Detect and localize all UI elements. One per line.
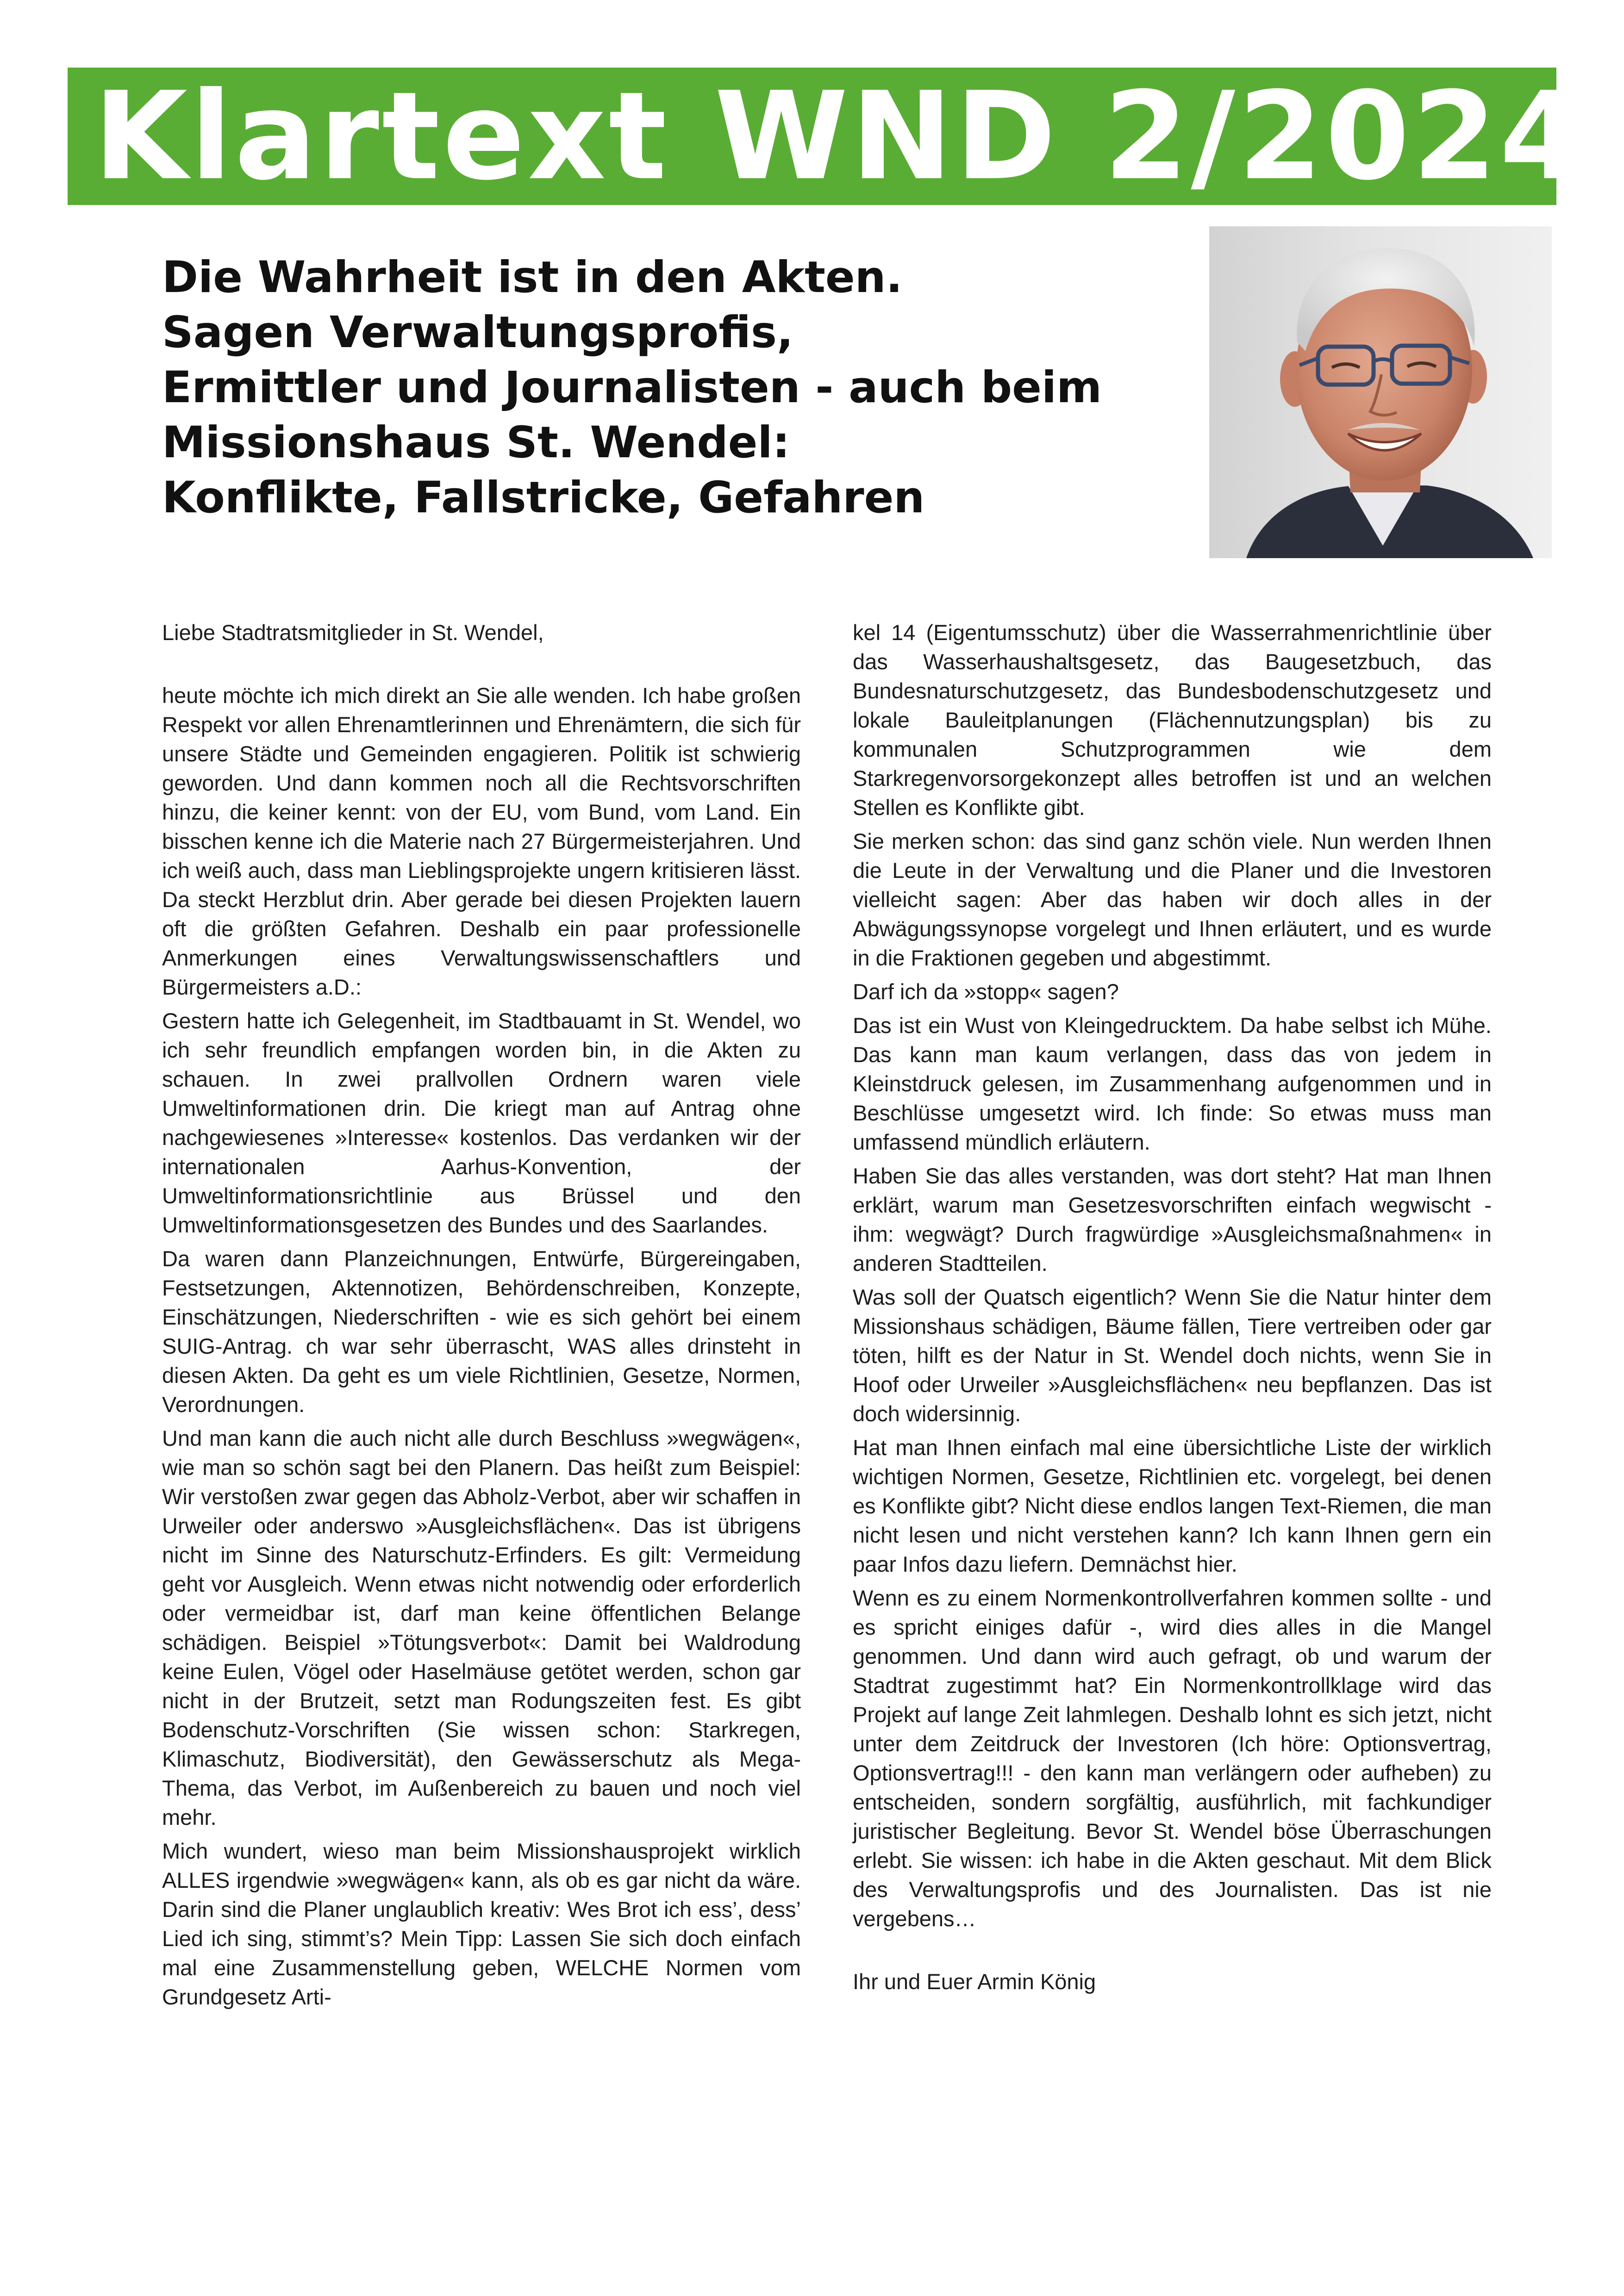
headline-line: Ermittler und Journalisten - auch beim [162, 362, 1102, 413]
article-paragraph: heute möchte ich mich direkt an Sie alle wenden. Ich habe großen Respekt vor allen Ehrenamtlerinnen und Ehrenämtern, die sich für unsere Städte und Gemeinden engagieren. Politik ist schwierig geworden. Und dann kommen noch all die Rechtsvorschriften hinzu, die keiner kennt: von der EU, vom Bund, vom Land. Ein bisschen kenne ich die Materie nach 27 Bürgermeisterjahren. Und ich weiß auch, dass man Lieblingsprojekte ungern kritisieren lässt. Da steckt Herzblut drin. Aber gerade bei diesen Projekten lauern oft die größten Gefahren. Deshalb ein paar professionelle Anmerkungen eines Verwaltungswissenschaftlers und Bürgermeisters a.D.: [162, 683, 801, 999]
headline-line: Sagen Verwaltungsprofis, [162, 307, 793, 358]
article-paragraph: Wenn es zu einem Normenkontrollverfahren kommen sollte - und es spricht einiges dafür -, wird dies alles in die Mangel genommen. Und dann wird auch gefragt, ob und warum der Stadtrat zugestimmt hat? Ein Normenkontrollklage wird das Projekt auf lange Zeit lahmlegen. Deshalb lohnt es sich jetzt, nicht unter dem Zeitdruck der Investoren (Ich höre: Optionsvertrag, Optionsvertrag!!! - den kann man verlängern oder aufheben) zu entscheiden, sondern sorgfältig, ausführlich, mit fachkundiger juristischer Begleitung. Bevor St. Wendel böse Überraschungen erlebt. Sie wissen: ich habe in die Akten geschaut. Mit dem Blick des Verwaltungsprofis und des Journalisten. Das ist nie vergebens… [853, 1586, 1492, 1931]
publication-title: Klartext WND 2/2024 [94, 65, 1587, 207]
article-paragraph: Haben Sie das alles verstanden, was dort steht? Hat man Ihnen erklärt, warum man Gesetzesvorschriften einfach wegwischt - ihm: wegwägt? Durch fragwürdige »Ausgleichsmaßnahmen« in anderen Stadtteilen. [853, 1164, 1492, 1276]
article-paragraph: Mich wundert, wieso man beim Missionshausprojekt wirklich ALLES irgendwie »wegwägen« kann, als ob es gar nicht da wäre. Darin sind die Planer unglaublich kreativ: Wes Brot ich ess’, dess’ Lied ich sing, stimmt’s? Mein Tipp: Lassen Sie sich doch einfach mal eine Zusammenstellung geben, WELCHE Normen vom Grundgesetz Arti- [162, 1839, 801, 2009]
article-paragraph: kel 14 (Eigentumsschutz) über die Wasserrahmenrichtlinie über das Wasserhaushaltsgesetz, das Baugesetzbuch, das Bundesnaturschutzgesetz, das Bundesbodenschutzgesetz und lokale Bauleitplanungen (Flächennutzungsplan) bis zu kommunalen Schutzprogrammen wie dem Starkregenvorsorgekonzept alles betroffen ist und an welchen Stellen es Konflikte gibt. [853, 620, 1492, 820]
article-paragraph: Da waren dann Planzeichnungen, Entwürfe, Bürgereingaben, Festsetzungen, Aktennotizen, Behördenschreiben, Konzepte, Einschätzungen, Niederschriften - wie es sich gehört bei einem SUIG-Antrag. ch war sehr überrascht, WAS alles drinsteht in diesen Akten. Da geht es um viele Richtlinien, Gesetze, Normen, Verordnungen. [162, 1246, 801, 1417]
headline-line: Konflikte, Fallstricke, Gefahren [162, 473, 925, 523]
author-signature-line: Ihr und Euer Armin König [853, 1969, 1096, 1994]
article-paragraph: Gestern hatte ich Gelegenheit, im Stadtbauamt in St. Wendel, wo ich sehr freundlich empfangen worden bin, in die Akten zu schauen. In zwei prallvollen Ordnern waren viele Umweltinformationen drin. Die kriegt man auf Antrag ohne nachgewiesenes »Interesse« kostenlos. Das verdanken wir der internationalen Aarhus-Konvention, der Umweltinformationsrichtlinie aus Brüssel und den Umweltinformationsgesetzen des Bundes und des Saarlandes. [162, 1008, 801, 1237]
article-paragraph: Darf ich da »stopp« sagen? [853, 979, 1119, 1004]
article-headline [162, 250, 1181, 525]
author-portrait-photo [1209, 226, 1552, 558]
article-salutation: Liebe Stadtratsmitglieder in St. Wendel, [162, 620, 544, 645]
article-paragraph: Sie merken schon: das sind ganz schön viele. Nun werden Ihnen die Leute in der Verwaltung und die Planer und die Investoren vielleicht sagen: Aber das haben wir doch alles in der Abwägungssynopse vorgelegt und Ihnen erläutert, und es wurde in die Fraktionen gegeben und abgestimmt. [853, 829, 1492, 970]
article-column-left [162, 618, 801, 2016]
portrait-illustration [1209, 226, 1552, 558]
article-paragraph: Was soll der Quatsch eigentlich? Wenn Sie die Natur hinter dem Missionshaus schädigen, Bäume fällen, Tiere vertreiben oder gar töten, hilft es der Natur in St. Wendel doch nichts, wenn Sie in Hoof oder Urweiler »Ausgleichsflächen« neu bepflanzen. Das ist doch widersinnig. [853, 1285, 1492, 1426]
article-paragraph: Und man kann die auch nicht alle durch Beschluss »wegwägen«, wie man so schön sagt bei den Planern. Das heißt zum Beispiel: Wir verstoßen zwar gegen das Abholz-Verbot, aber wir schaffen in Urweiler oder anderswo »Ausgleichsflächen«. Das ist übrigens nicht im Sinne des Naturschutz-Erfinders. Es gilt: Vermeidung geht vor Ausgleich. Wenn etwas nicht notwendig oder erforderlich oder vermeidbar ist, darf man keine öffentlichen Belange schädigen. Beispiel »Tötungsverbot«: Damit bei Waldrodung keine Eulen, Vögel oder Haselmäuse getötet werden, schon gar nicht in der Brutzeit, setzt man Rodungszeiten fest. Es gibt Bodenschutz-Vorschriften (Sie wissen schon: Starkregen, Klimaschutz, Biodiversität), den Gewässerschutz als Mega-Thema, das Verbot, im Außenbereich zu bauen und noch viel mehr. [162, 1426, 801, 1829]
title-banner [68, 65, 1587, 207]
article-column-right [853, 618, 1492, 2001]
article-paragraph: Hat man Ihnen einfach mal eine übersichtliche Liste der wirklich wichtigen Normen, Gesetze, Richtlinien etc. vorgelegt, bei denen es Konflikte gibt? Nicht diese endlos langen Text-Riemen, die man nicht lesen und nicht verstehen kann? Ich kann Ihnen gern ein paar Infos dazu liefern. Demnächst hier. [853, 1435, 1492, 1576]
headline-line: Die Wahrheit ist in den Akten. [162, 252, 903, 303]
article-paragraph: Das ist ein Wust von Kleingedrucktem. Da habe selbst ich Mühe. Das kann man kaum verlangen, dass das von jedem in Kleinstdruck gelesen, im Zusammenhang aufgenommen und in Beschlüsse umgesetzt wird. Ich finde: So etwas muss man umfassend mündlich erläutern. [853, 1013, 1492, 1154]
headline-line: Missionshaus St. Wendel: [162, 417, 790, 468]
